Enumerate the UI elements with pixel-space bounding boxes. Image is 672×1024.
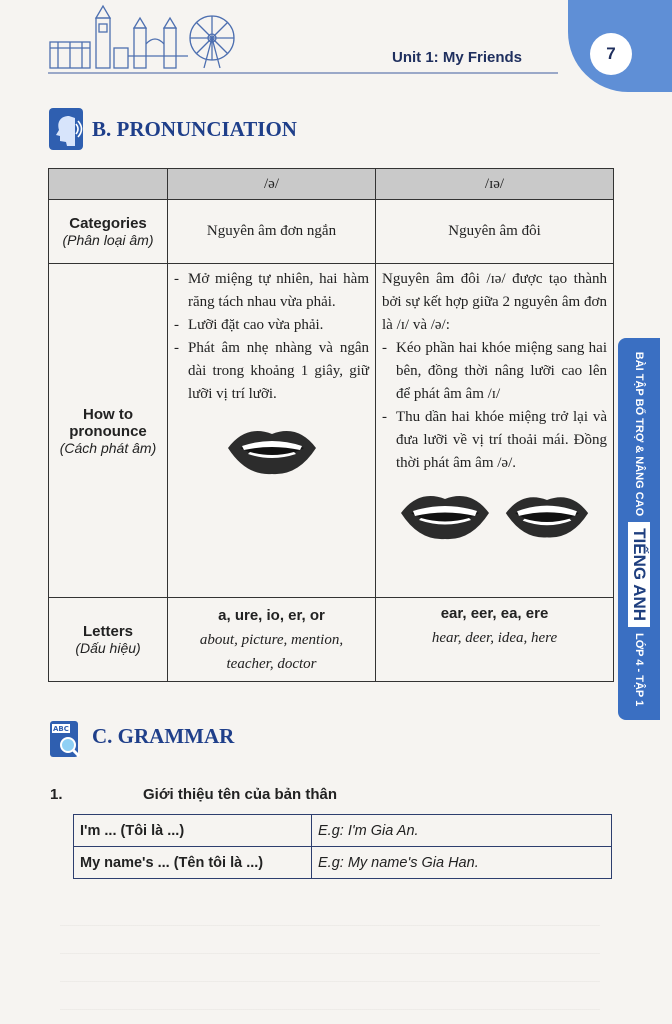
pronunciation-heading: B. PRONUNCIATION [92, 117, 297, 141]
categories-ia: Nguyên âm đôi [376, 200, 614, 264]
categories-schwa: Nguyên âm đơn ngắn [168, 200, 376, 264]
grammar-book-icon [48, 719, 82, 759]
how-to-pronounce-row [49, 264, 614, 598]
categories-label-vi: (Phân loại âm) [62, 232, 154, 248]
side-tab-series: BÀI TẬP BỔ TRỢ & NÂNG CAO [633, 351, 645, 517]
grammar-pattern: My name's ... (Tên tôi là ...) [74, 847, 312, 879]
page-number: 7 [590, 33, 632, 75]
mouth-ia-illustration [382, 475, 607, 559]
list-item: - Mở miệng tự nhiên, hai hàm răng tách nhau vừa phải. [174, 268, 369, 314]
letters-ia-cell [376, 598, 614, 682]
header-schwa: /ə/ [168, 169, 376, 200]
letters-schwa-example-1: about, picture, mention, [199, 631, 344, 648]
grammar-item-title: Giới thiệu tên của bản thân [143, 786, 338, 803]
page-bleed-through [60, 900, 600, 1010]
categories-label-cell [49, 200, 168, 264]
letters-ia-spelling: ear, eer, ea, ere [440, 605, 549, 622]
list-item: - Phát âm nhẹ nhàng và ngân dài trong khoảng 1 giây, giữ lưỡi vị trí lưỡi. [174, 337, 369, 406]
how-label-1: How to [83, 405, 133, 423]
side-tab-subject: TIẾNG ANH [628, 522, 650, 627]
mouth-icon [226, 424, 318, 476]
svg-text:ABC: ABC [53, 725, 69, 733]
how-label-vi: (Cách phát âm) [59, 439, 157, 456]
how-label-2: pronounce [69, 422, 147, 440]
grammar-table [73, 814, 612, 879]
list-item: - Thu dần hai khóe miệng trở lại và đưa lưỡi về vị trí thoải mái. Đồng thời phát âm âm /ə/. [382, 406, 607, 475]
grammar-item-number: 1. [50, 786, 63, 803]
letters-ia-example: hear, deer, idea, here [431, 630, 558, 646]
how-schwa-cell [168, 264, 376, 598]
letters-label: Letters [82, 623, 134, 640]
letters-schwa-spelling: a, ure, io, er, or [218, 606, 325, 624]
side-tab-grade: LỚP 4 - TẬP 1 [633, 633, 645, 707]
side-tab-text [622, 338, 656, 720]
header-empty-cell [49, 169, 168, 200]
mouth-wide-icon [399, 489, 491, 541]
how-label-cell [49, 264, 168, 598]
table-row [74, 815, 612, 847]
how-ia-cell [376, 264, 614, 598]
header-rule [48, 72, 558, 74]
mouth-spread-icon [504, 489, 590, 541]
grammar-heading: C. GRAMMAR [92, 724, 235, 748]
categories-row [49, 200, 614, 264]
table-header-row [49, 169, 614, 200]
letters-label-cell [49, 598, 168, 682]
categories-label: Categories [69, 215, 147, 232]
grammar-example: E.g: I'm Gia An. [312, 815, 612, 847]
how-ia-list [382, 337, 607, 475]
letters-row [49, 598, 614, 682]
london-skyline-illustration [48, 4, 240, 70]
unit-title: Unit 1: My Friends [392, 49, 523, 66]
how-schwa-list [174, 268, 369, 406]
grammar-example: E.g: My name's Gia Han. [312, 847, 612, 879]
letters-schwa-example-2: teacher, doctor [226, 655, 317, 672]
letters-label-vi: (Dấu hiệu) [75, 640, 141, 656]
pronunciation-speaking-icon [49, 108, 83, 150]
how-ia-intro: Nguyên âm đôi /ɪə/ được tạo thành bởi sự kết hợp giữa 2 nguyên âm đơn là /ɪ/ và /ə/: [382, 271, 607, 333]
mouth-schwa-illustration [174, 406, 369, 494]
list-item: - Kéo phần hai khóe miệng sang hai bên, đồng thời nâng lưỡi cao lên để phát âm âm /ɪ/ [382, 337, 607, 406]
letters-schwa-cell [168, 598, 376, 682]
grammar-pattern: I'm ... (Tôi là ...) [74, 815, 312, 847]
pronunciation-table [48, 168, 614, 682]
table-row [74, 847, 612, 879]
list-item: - Lưỡi đặt cao vừa phải. [174, 314, 369, 337]
header-ia: /ɪə/ [376, 169, 614, 200]
